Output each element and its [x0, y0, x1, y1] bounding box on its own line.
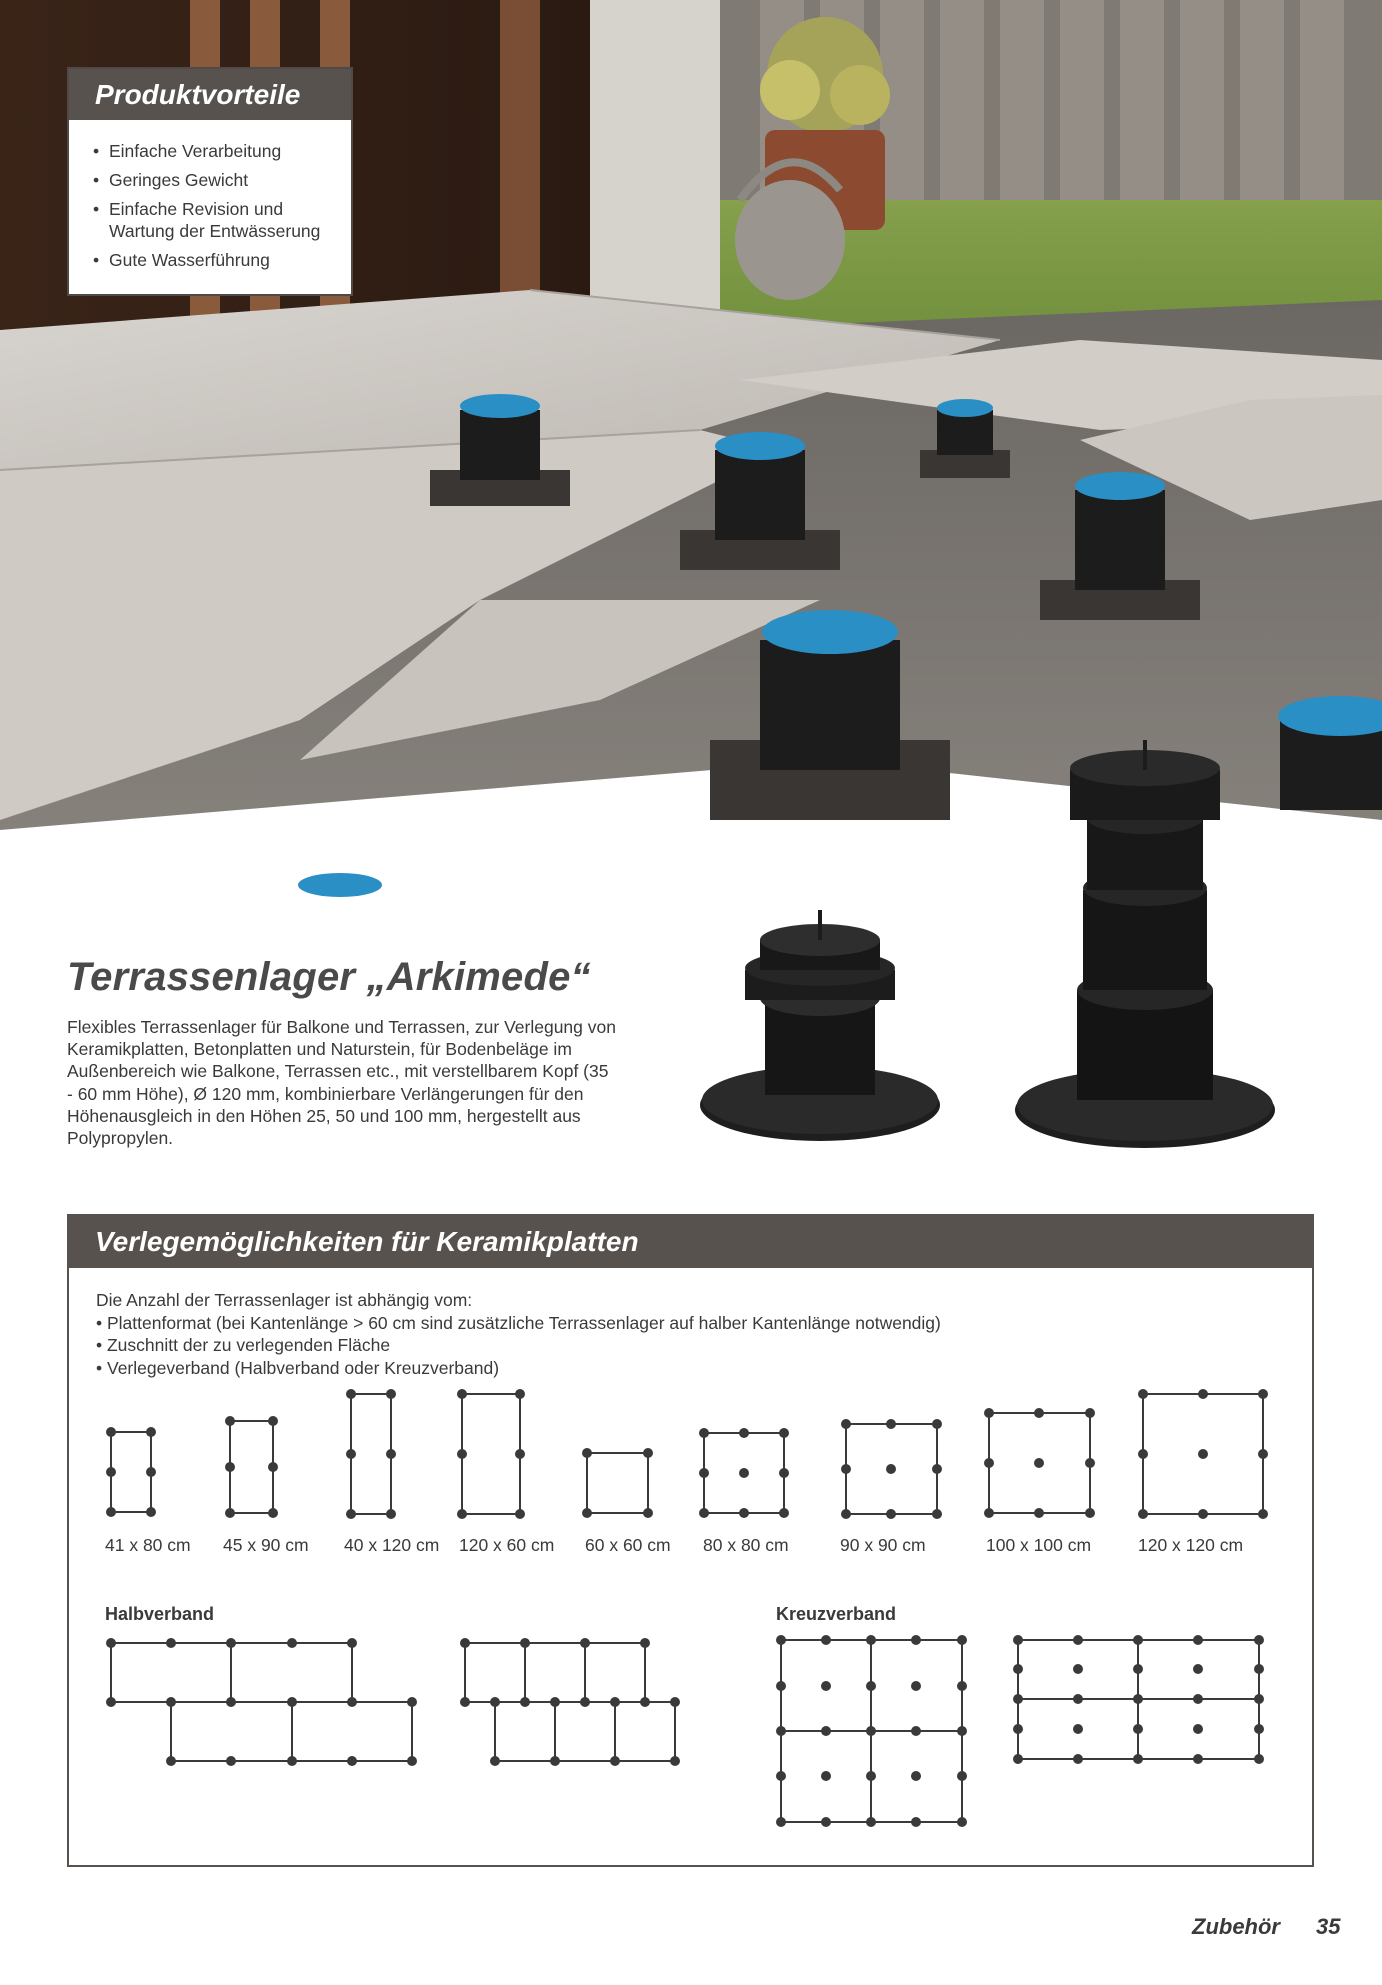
kreuzverband-label: Kreuzverband: [776, 1604, 897, 1624]
format-label: 90 x 90 cm: [840, 1535, 926, 1555]
advantage-item: • Gute Wasserführung: [93, 249, 351, 271]
product-title: Terrassenlager „Arkimede“: [67, 955, 591, 999]
format-label: 100 x 100 cm: [986, 1535, 1092, 1555]
layout-options-title: Verlegemöglichkeiten für Keramikplatten: [69, 1216, 1312, 1268]
advantage-item: • Einfache Verarbeitung: [93, 140, 351, 162]
halbverband-label: Halbverband: [105, 1604, 215, 1624]
advantage-item: • Geringes Gewicht: [93, 169, 351, 191]
footer-section: Zubehör: [1192, 1914, 1280, 1939]
layout-intro-line: • Zuschnitt der zu verlegenden Fläche: [96, 1335, 391, 1355]
layout-intro-line: • Plattenformat (bei Kantenlänge > 60 cm sind zusätzliche Terrassenlager auf halber Kantenlänge notwendig): [96, 1312, 941, 1333]
format-label: 60 x 60 cm: [585, 1535, 671, 1555]
format-label: 40 x 120 cm: [344, 1535, 440, 1555]
layout-intro-line: • Verlegeverband (Halbverband oder Kreuzverband): [96, 1357, 500, 1378]
format-label: 45 x 90 cm: [223, 1535, 309, 1555]
format-label: 120 x 120 cm: [1138, 1535, 1244, 1555]
product-description: Flexibles Terrassenlager für Balkone und Terrassen, zur Verlegung von Keramikplatten, Betonplatten und Naturstein, für Bodenbeläge im Außenbereich wie Balkone, Terrassen etc., mit verstellbarem Kopf (35 - 60 mm Höhe), Ø 120 mm, kombinierbare Verlängerungen für den Höhenausgleich in den Höhen 25, 50 und 100 mm, hergestellt aus Polypropylen.: [67, 1017, 616, 1149]
layout-intro-line: Die Anzahl der Terrassenlager ist abhängig vom:: [96, 1290, 473, 1310]
page-number: 35: [1316, 1914, 1341, 1939]
product-advantages-title: Produktvorteile: [69, 69, 351, 120]
format-label: 120 x 60 cm: [459, 1535, 555, 1555]
format-label: 41 x 80 cm: [105, 1535, 191, 1555]
advantage-item: • Einfache Revision und Wartung der Entwässerung: [93, 198, 329, 242]
format-label: 80 x 80 cm: [703, 1535, 789, 1555]
